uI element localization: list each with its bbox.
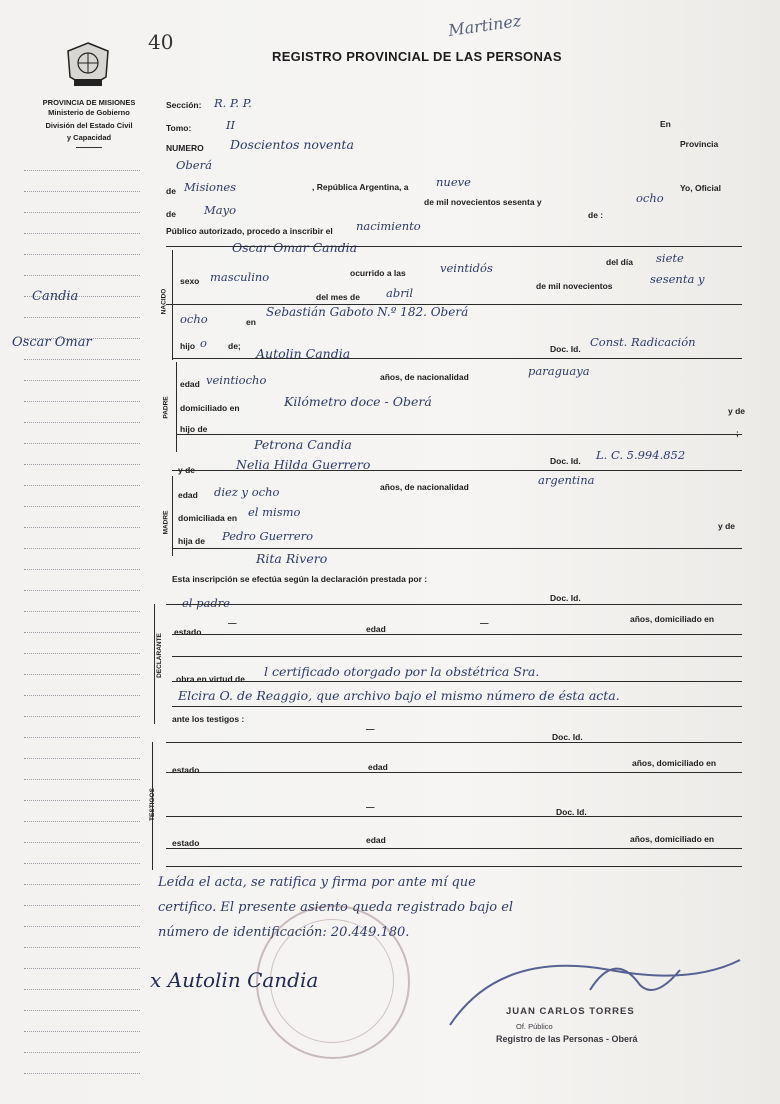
colon-de-label: de :: [588, 210, 604, 220]
margin-dotted-line: [24, 1010, 140, 1011]
header-ministry: Ministerio de Gobierno: [48, 108, 130, 117]
official-signature-scrawl: [440, 930, 770, 1040]
tomo-label: Tomo:: [166, 123, 192, 133]
provincia-label: Provincia: [680, 139, 719, 149]
padre-edad-value: veintiocho: [206, 373, 267, 387]
padre-doc-label: Doc. Id.: [550, 344, 581, 354]
madre-nac-label: años, de nacionalidad: [380, 482, 469, 492]
testigo2-edad-label: edad: [366, 835, 386, 845]
padre-name: Autolin Candia: [256, 346, 351, 361]
testigo2-doc-label: Doc. Id.: [556, 807, 587, 817]
declarante-doc-label: Doc. Id.: [550, 593, 581, 603]
padre-domicilio-value: Kilómetro doce - Oberá: [284, 394, 432, 409]
margin-dotted-line: [24, 737, 140, 738]
margin-dotted-line: [24, 254, 140, 255]
sexo-label: sexo: [180, 276, 200, 286]
margin-dotted-line: [24, 569, 140, 570]
seccion-value: R. P. P.: [214, 96, 252, 110]
testigo1-anios-label: años, domiciliado en: [632, 758, 717, 768]
lugar-value: Sebastián Gaboto N.º 182. Oberá: [266, 305, 469, 319]
padre-yde-label: y de: [728, 406, 746, 416]
obra-value: l certificado otorgado por la obstétrica Sra.: [264, 664, 540, 679]
madre-doc-value: L. C. 5.994.852: [596, 448, 686, 462]
margin-dotted-line: [24, 800, 140, 801]
margin-given-names: Oscar Omar: [12, 335, 92, 350]
margin-dotted-line: [24, 1031, 140, 1032]
numero-label: NUMERO: [166, 143, 204, 153]
header-province: PROVINCIA DE MISIONES: [42, 98, 136, 107]
padre-hijo-de-label: hijo de: [180, 424, 208, 434]
official-name-stamp: JUAN CARLOS TORRES: [506, 1006, 635, 1017]
margin-dotted-line: [24, 695, 140, 696]
de-label: de: [166, 186, 176, 196]
mil-label: de mil novecientos: [536, 281, 613, 291]
margin-dotted-line: [24, 716, 140, 717]
anio-value: sesenta y: [650, 272, 705, 286]
closing-line-3: número de identificación: 20.449.180.: [158, 925, 410, 940]
hora-value: veintidós: [440, 261, 493, 275]
form-rule-line: [166, 816, 742, 817]
declarante-edad-label: edad: [366, 624, 386, 634]
de-label-2: de: [166, 209, 176, 219]
document-title: REGISTRO PROVINCIAL DE LAS PERSONAS: [272, 49, 562, 64]
margin-dotted-line: [24, 233, 140, 234]
margin-dotted-line: [24, 632, 140, 633]
padre-doc-value: Const. Radicación: [590, 335, 696, 349]
margin-dotted-line: [24, 275, 140, 276]
padre-semicolon: ;: [736, 428, 739, 438]
margin-dotted-line: [24, 590, 140, 591]
sexo-value: masculino: [210, 270, 270, 284]
official-office-stamp: Registro de las Personas - Oberá: [496, 1034, 638, 1044]
margin-dotted-line: [24, 506, 140, 507]
city-value: Oberá: [176, 158, 212, 172]
testigo1-doc-label: Doc. Id.: [552, 732, 583, 742]
testigo1-dash: —: [366, 724, 375, 734]
padre-nac-label: años, de nacionalidad: [380, 372, 469, 382]
testigo2-estado-label: estado: [172, 838, 200, 848]
form-rule-line: [172, 634, 742, 635]
testigos-intro: ante los testigos :: [172, 714, 245, 724]
declarant-signature: x Autolin Candia: [150, 968, 319, 992]
madre-name: Nelia Hilda Guerrero: [236, 457, 371, 472]
margin-dotted-line: [24, 359, 140, 360]
en-label-2: en: [246, 317, 256, 327]
day-value: nueve: [436, 175, 471, 189]
year-label: de mil novecientos sesenta y: [424, 197, 542, 207]
form-rule-line: [172, 681, 742, 682]
margin-dotted-line: [24, 401, 140, 402]
closing-line-1: Leída el acta, se ratifica y firma por ante mí que: [158, 875, 476, 890]
dia-value: siete: [656, 251, 684, 265]
testigo2-anios-label: años, domiciliado en: [630, 834, 715, 844]
margin-dotted-line: [24, 947, 140, 948]
section-bracket-line: [176, 362, 177, 452]
madre-doc-label: Doc. Id.: [550, 456, 581, 466]
declarante-edad-dash: —: [480, 618, 489, 628]
header-capacity: y Capacidad: [66, 133, 112, 142]
madre-father-name: Pedro Guerrero: [222, 529, 314, 543]
testigo2-dash: —: [366, 802, 375, 812]
hijo-connector: o: [200, 336, 207, 350]
margin-dotted-line: [24, 989, 140, 990]
anio-cont: ocho: [180, 312, 208, 326]
margin-dotted-line: [24, 1052, 140, 1053]
margin-dotted-line: [24, 317, 140, 318]
declarante-estado-label: estado: [174, 627, 202, 637]
margin-dotted-line: [24, 611, 140, 612]
padre-domicilio-label: domiciliado en: [180, 403, 240, 413]
ocurrido-label: ocurrido a las: [350, 268, 406, 278]
madre-yde-label: y de: [178, 465, 196, 475]
mes-value: abril: [386, 286, 414, 300]
header-division: División del Estado Civil: [45, 121, 133, 130]
section-madre-label: MADRE: [162, 510, 170, 535]
margin-dotted-line: [24, 422, 140, 423]
obra-label: obra en virtud de: [176, 674, 245, 684]
year-value: ocho: [636, 191, 664, 205]
margin-dotted-line: [24, 863, 140, 864]
margin-dotted-line: [24, 191, 140, 192]
margin-dotted-line: [24, 968, 140, 969]
margin-dotted-line: [24, 485, 140, 486]
act-type-value: nacimiento: [356, 219, 421, 233]
province-crest-icon: [62, 41, 114, 91]
form-rule-line: [172, 706, 742, 707]
seccion-label: Sección:: [166, 100, 202, 110]
form-rule-line: [166, 304, 742, 305]
hijo-label: hijo: [180, 341, 196, 351]
margin-dotted-line: [24, 548, 140, 549]
madre-edad-label: edad: [178, 490, 198, 500]
margin-dotted-line: [24, 821, 140, 822]
margin-dotted-line: [24, 464, 140, 465]
mes-label: del mes de: [316, 292, 360, 302]
madre-domicilio-label: domiciliada en: [178, 513, 238, 523]
corner-annotation: Martinez: [447, 10, 523, 41]
official-role-stamp: Of. Público: [516, 1022, 553, 1031]
section-nacido-label: NACIDO: [160, 288, 168, 315]
padre-nac-value: paraguaya: [528, 364, 590, 378]
margin-dotted-line: [24, 884, 140, 885]
madre-nac-value: argentina: [538, 473, 595, 487]
madre-hija-de-label: hija de: [178, 536, 205, 546]
testigo1-estado-label: estado: [172, 765, 200, 775]
header-rule: [76, 147, 102, 148]
padre-mother-name: Petrona Candia: [254, 437, 352, 452]
declarante-anios-label: años, domiciliado en: [630, 614, 715, 624]
padre-edad-label: edad: [180, 379, 200, 389]
madre-mother-name: Rita Rivero: [256, 551, 328, 566]
margin-dotted-line: [24, 170, 140, 171]
form-rule-line: [172, 470, 742, 471]
section-bracket-line: [172, 476, 173, 556]
declarante-value: el padre: [182, 596, 231, 610]
en-label: En: [660, 119, 671, 129]
republica-label: , República Argentina, a: [312, 182, 409, 192]
form-rule-line: [176, 434, 742, 435]
margin-dotted-line: [24, 758, 140, 759]
madre-yde2-label: y de: [718, 521, 736, 531]
closing-line-2: certifico. El presente asiento queda registrado bajo el: [158, 900, 514, 915]
testigo1-edad-label: edad: [368, 762, 388, 772]
obra-value-2: Elcira O. de Reaggio, que archivo bajo el mismo número de ésta acta.: [178, 688, 620, 703]
numero-value: Doscientos noventa: [230, 137, 354, 152]
section-declarante-label: DECLARANTE: [155, 633, 163, 678]
oficial-label: Yo, Oficial: [680, 183, 721, 193]
province-value: Misiones: [184, 180, 237, 194]
margin-dotted-line: [24, 527, 140, 528]
section-testigos-label: TESTIGOS: [148, 788, 156, 821]
section-bracket-line: [152, 742, 153, 870]
margin-dotted-line: [24, 779, 140, 780]
page-number: 40: [148, 30, 174, 54]
publico-label: Público autorizado, procedo a inscribir el: [166, 226, 333, 236]
margin-dotted-line: [24, 905, 140, 906]
month-value: Mayo: [204, 203, 237, 217]
margin-dotted-line: [24, 212, 140, 213]
declarante-estado-dash: —: [228, 618, 237, 628]
margin-surname: Candia: [32, 289, 79, 304]
madre-domicilio-value: el mismo: [248, 505, 301, 519]
margin-dotted-line: [24, 653, 140, 654]
margin-dotted-line: [24, 380, 140, 381]
form-rule-line: [166, 772, 742, 773]
section-bracket-line: [154, 604, 155, 724]
margin-dotted-line: [24, 926, 140, 927]
margin-dotted-line: [24, 674, 140, 675]
declaracion-intro: Esta inscripción se efectúa según la declaración prestada por :: [172, 574, 428, 584]
tomo-value: II: [226, 118, 236, 132]
form-rule-line: [172, 548, 742, 549]
form-rule-line: [166, 866, 742, 867]
form-rule-line: [172, 656, 742, 657]
form-rule-line: [166, 742, 742, 743]
hijo-de-label: de;: [228, 341, 241, 351]
margin-dotted-line: [24, 1073, 140, 1074]
nacido-name: Oscar Omar Candia: [232, 240, 358, 255]
margin-dotted-line: [24, 842, 140, 843]
form-rule-line: [166, 246, 742, 247]
form-rule-line: [172, 358, 742, 359]
form-rule-line: [166, 848, 742, 849]
del-dia-label: del día: [606, 257, 633, 267]
section-bracket-line: [172, 250, 173, 360]
form-rule-line: [166, 604, 742, 605]
madre-edad-value: diez y ocho: [214, 485, 280, 499]
section-padre-label: PADRE: [162, 396, 170, 419]
margin-dotted-line: [24, 443, 140, 444]
